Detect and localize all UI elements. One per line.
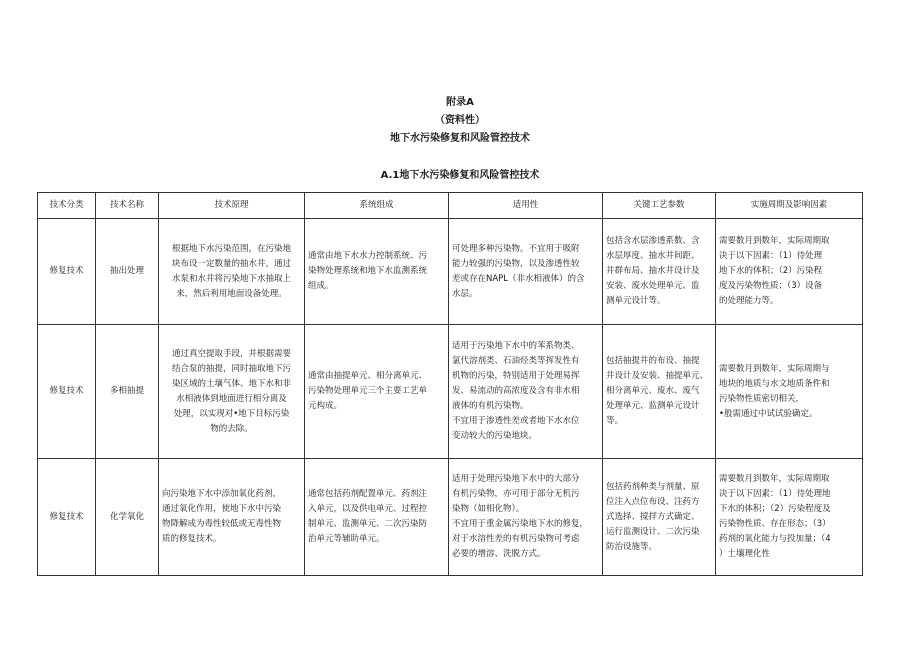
parameters-cell: 包括药剂种类与剂量、原 位注入点位布设、注药方 式选择、搅拌方式确定、 运行监测设计、二次污染 防治设施等。	[603, 459, 716, 576]
system-cell: 通常包括药剂配置单元、药剂注 入单元，以及供电单元、过程控 制单元、监测单元、二次污染防 治单元等辅助单元。	[305, 459, 449, 576]
column-header: 实施周期及影响因素	[716, 193, 863, 219]
principle-cell: 向污染地下水中添加氧化药剂， 通过氧化作用，使地下水中污染 物降解成为毒性较低或无毒性物 质的修复技术。	[159, 459, 305, 576]
technology-name-cell: 多相抽提	[96, 325, 159, 459]
principle-cell: 根据地下水污染范围，在污染地 块布设一定数量的抽水井，通过 水泵和水井将污染地下水抽取上 来，然后利用地面设备处理。	[159, 219, 305, 325]
appendix-title: 地下水污染修复和风险管控技术	[390, 133, 530, 144]
applicability-cell: 适用于处理污染地下水中的大部分 有机污染物，亦可用于部分无机污 染物（如相化物）。 不宜用于重金属污染地下水的修复， 对于水溶性差的有机污染物可考虑 必要的增溶、洗脱方式。	[449, 459, 603, 576]
applicability-cell: 可处理多种污染物。不宜用于吸附 能力较强的污染物，以及渗透性较 差或存在NAPL（非水相液体）的含 水层。	[449, 219, 603, 325]
principle-cell: 通过真空提取手段，并根据需要 结合泵的抽提，同时抽取地下污 染区域的土壤气体、地下水和非 水相液体到地面进行相分离及 处理，以实现对•地下目标污染 物的去除。	[159, 325, 305, 459]
column-header: 系统组成	[305, 193, 449, 219]
column-header: 技术名称	[96, 193, 159, 219]
period-cell: 需要数月到数年，实际周期取 决于以下因素：（1）待处理地 下水的体积；（2）污染程度及 污染物性质、存在形态；（3） 药剂的氧化能力与投加量；（4 ）土壤理化性	[716, 459, 863, 576]
table-row	[38, 459, 863, 576]
table-header-row	[38, 193, 863, 219]
column-header: 适用性	[449, 193, 603, 219]
category-cell: 修复技术	[38, 459, 96, 576]
parameters-cell: 包括含水层渗透系数、含 水层厚度、抽水井间距、 井群布局、抽水井设计及 安装、废水处理单元、监 测单元设计等。	[603, 219, 716, 325]
technology-name-cell: 抽出处理	[96, 219, 159, 325]
parameters-cell: 包括抽提井的布设、抽提 井设计及安装、抽提单元、 相分离单元、废水、废气 处理单元、监测单元设计 等。	[603, 325, 716, 459]
table-row	[38, 219, 863, 325]
period-cell: 需要数月到数年，实际周期与 地块的地质与水文地质条件和 污染物性质密切相关， •般需通过中试试验确定。	[716, 325, 863, 459]
table-row	[38, 325, 863, 459]
technology-table	[37, 192, 863, 576]
system-cell: 通常由地下水水力控制系统、污 染物处理系统和地下水监测系统 组成。	[305, 219, 449, 325]
period-cell: 需要数月到数年，实际周期取 决于以下因素：（1）待处理 地下水的体积；（2）污染程 度及污染物性质；（3）设备 的处理能力等。	[716, 219, 863, 325]
section-title: A.1地下水污染修复和风险管控技术	[380, 170, 540, 181]
appendix-label: 附录A	[446, 97, 474, 108]
appendix-nature: （资料性）	[435, 115, 485, 126]
system-cell: 通常由抽提单元、相分离单元、 污染物处理单元三个主要工艺单 元构成。	[305, 325, 449, 459]
column-header: 技术分类	[38, 193, 96, 219]
column-header: 关键工艺参数	[603, 193, 716, 219]
column-header: 技术原理	[159, 193, 305, 219]
applicability-cell: 适用于污染地下水中的苯系物类、 氯代溶剂类、石油烃类等挥发性有 机物的污染，特别适用于处理易挥 发、易流动的高浓度及含有非水相 液体的有机污染物。 不宜用于渗透性差或者地下水水位 变动较大的污染地块。	[449, 325, 603, 459]
category-cell: 修复技术	[38, 325, 96, 459]
technology-name-cell: 化学氧化	[96, 459, 159, 576]
category-cell: 修复技术	[38, 219, 96, 325]
